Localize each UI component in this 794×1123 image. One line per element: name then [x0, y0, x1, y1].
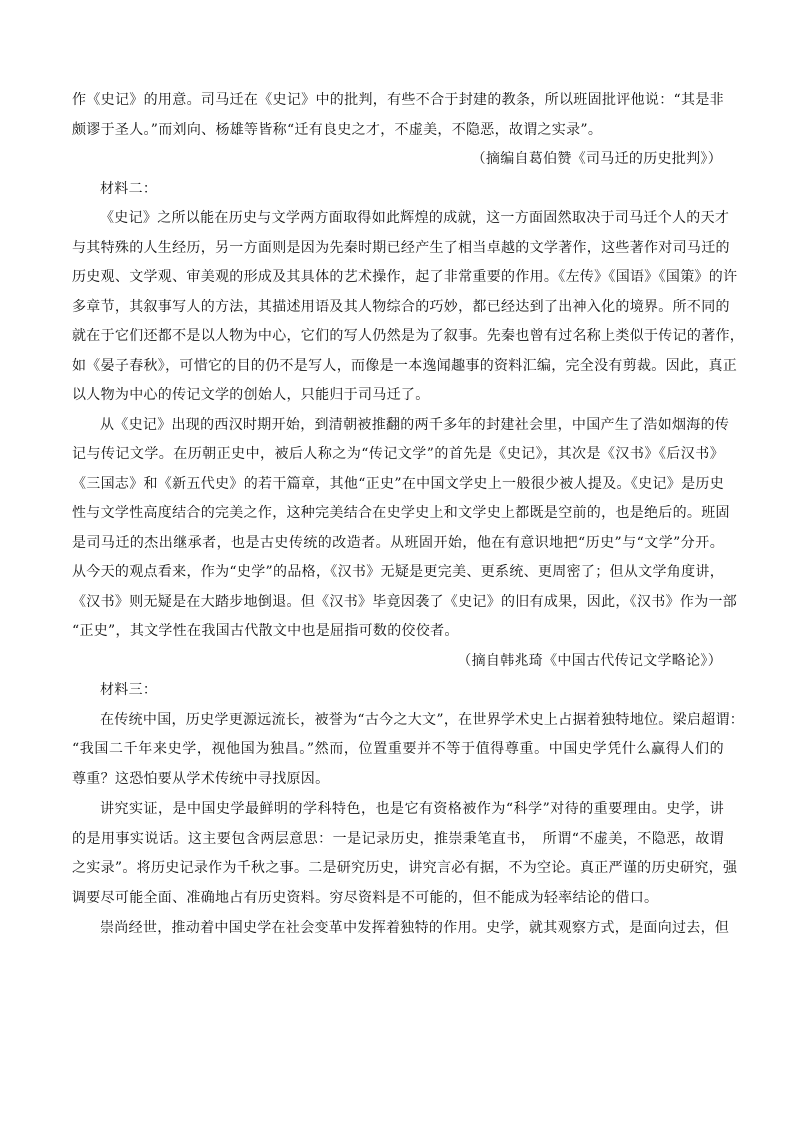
body-text-line: 的是用事实说话。这主要包含两层意思：一是记录历史，推崇秉笔直书， 所谓“不虚美，不隐恶，故谓: [72, 830, 724, 847]
body-text-line: 从今天的观点看来，作为“史学”的品格，《汉书》无疑是更完美、更系统、更周密了；但从文学角度讲，: [72, 564, 724, 580]
body-text-line: “正史”，其文学性在我国古代散文中也是屈指可数的佼佼者。: [72, 623, 459, 639]
section-heading-material-3: 材料三：: [100, 682, 158, 698]
section-heading-material-2: 材料二：: [100, 180, 158, 197]
paragraph-first-line: 崇尚经世，推动着中国史学在社会变革中发挥着独特的作用。史学，就其观察方式，是面向过去，但: [100, 920, 730, 936]
paragraph-first-line: 讲究实证，是中国史学最鲜明的学科特色，也是它有资格被作为“科学”对待的重要理由。史学，讲: [100, 801, 724, 817]
body-text-line: 以人物为中心的传记文学的创始人，只能归于司马迁了。: [72, 387, 430, 403]
body-text-line: 性与文学性高度结合的完美之作，这种完美结合在史学史上和文学史上都既是空前的，也是绝后的。班固: [72, 505, 730, 521]
body-text-line: 就在于它们还都不是以人物为中心，它们的写人仍然是为了叙事。先秦也曾有过名称上类似于传记的著作，: [72, 328, 745, 344]
paragraph-first-line: 在传统中国，历史学更源远流长，被誉为“古今之大文”，在世界学术史上占据着独特地位。梁启超谓：: [100, 711, 745, 728]
body-text-line: 作《史记》的用意。司马迁在《史记》中的批判，有些不合于封建的教条，所以班固批评他说：“其是非: [72, 92, 724, 108]
paragraph-first-line: 从《史记》出现的西汉时期开始，到清朝被推翻的两千多年的封建社会里，中国产生了浩如烟海的传: [100, 416, 730, 433]
body-text-line: 《三国志》和《新五代史》的若干篇章，其他“正史”在中国文学史上一般很少被人提及。《史记》是历史: [72, 475, 724, 492]
body-text-line: 尊重？这恐怕要从学术传统中寻找原因。: [72, 770, 330, 787]
citation-source: （摘自韩兆琦《中国古代传记文学略论》）: [457, 652, 722, 669]
body-text-line: 历史观、文学观、审美观的形成及其具体的艺术操作，起了非常重要的作用。《左传》《国语》《国策》的许: [72, 269, 738, 285]
body-text-line: 与其特殊的人生经历，另一方面则是因为先秦时期已经产生了相当卓越的文学著作，这些著作对司马迁的: [72, 239, 730, 256]
body-text-line: 颇谬于圣人。”而刘向、杨雄等皆称“迁有良史之才，不虚美，不隐恶，故谓之实录”。: [72, 121, 603, 138]
body-text-line: 是司马迁的杰出继承者，也是古史传统的改造者。从班固开始，他在有意识地把“历史”与“文学”分开。: [72, 534, 724, 551]
document-page: [72, 86, 745, 944]
body-text-line: “我国二千年来史学，视他国为独昌。”然而，位置重要并不等于值得尊重。中国史学凭什么赢得人们的: [72, 741, 724, 757]
body-text-line: 《汉书》则无疑是在大踏步地倒退。但《汉书》毕竟因袭了《史记》的旧有成果，因此，《汉书》作为一部: [72, 593, 738, 610]
body-text-line: 记与传记文学。在历朝正史中，被后人称之为“传记文学”的首先是《史记》，其次是《汉书》《后汉书》: [72, 446, 724, 462]
paragraph-first-line: 《史记》之所以能在历史与文学两方面取得如此辉煌的成就，这一方面固然取决于司马迁个人的天才: [100, 210, 730, 226]
body-text-line: 之实录”。将历史记录作为千秋之事。二是研究历史，讲究言必有据，不为空论。真正严谨的历史研究，强: [72, 860, 738, 876]
body-text-line: 多章节，其叙事写人的方法，其描述用语及其人物综合的巧妙，都已经达到了出神入化的境界。所不同的: [72, 298, 730, 315]
body-text-line: 调要尽可能全面、准确地占有历史资料。穷尽资料是不可能的，但不能成为轻率结论的借口。: [72, 889, 659, 906]
citation-source: （摘编自葛伯赞《司马迁的历史批判》）: [471, 151, 722, 167]
body-text-line: 如《晏子春秋》，可惜它的目的仍不是写人，而像是一本逸闻趣事的资料汇编，完全没有剪裁。因此，真正: [72, 357, 738, 374]
